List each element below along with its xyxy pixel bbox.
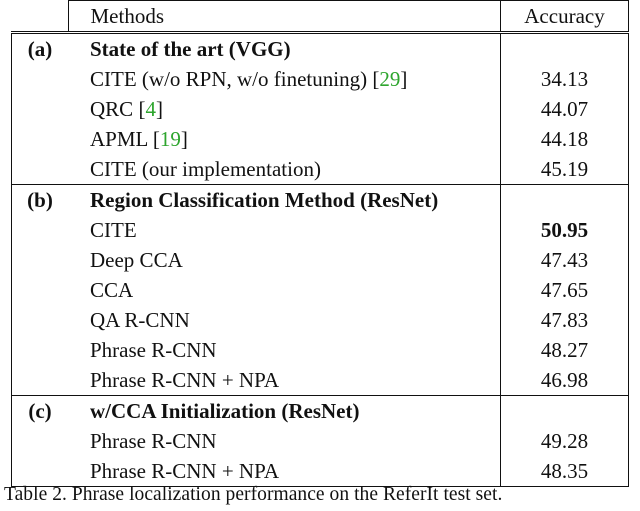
accuracy-value: 44.07 <box>501 94 629 124</box>
row-label-empty <box>12 124 69 154</box>
row-label-empty <box>12 335 69 365</box>
section-label: (c) <box>12 396 69 427</box>
method-name: QRC <box>90 97 139 121</box>
method-name: APML <box>90 127 153 151</box>
row-label-empty <box>12 215 69 245</box>
row-label-empty <box>12 456 69 487</box>
method-cell <box>68 245 501 275</box>
accuracy-value: 45.19 <box>501 154 629 185</box>
section-label: (b) <box>12 185 69 216</box>
citation-close: ] <box>400 67 408 91</box>
row-label-empty <box>12 305 69 335</box>
section-title: Region Classification Method (ResNet) <box>68 185 501 216</box>
section-label: (a) <box>12 33 69 65</box>
table-row <box>12 154 629 185</box>
citation-open: [ <box>152 127 160 151</box>
citation-open: [ <box>138 97 146 121</box>
method-name: CCA <box>90 278 134 302</box>
table-row <box>12 64 629 94</box>
accuracy-value: 50.95 <box>501 215 629 245</box>
row-label-empty <box>12 426 69 456</box>
accuracy-value: 46.98 <box>501 365 629 396</box>
table-row <box>12 124 629 154</box>
accuracy-value: 47.83 <box>501 305 629 335</box>
section-row <box>12 185 629 216</box>
row-label-empty <box>12 275 69 305</box>
row-label-empty <box>12 94 69 124</box>
table-caption: Table 2. Phrase localization performance on the ReferIt test set. <box>4 484 503 505</box>
method-cell <box>68 305 501 335</box>
section-acc-empty <box>501 185 629 216</box>
method-name: QA R-CNN <box>90 308 190 332</box>
section-acc-empty <box>501 396 629 427</box>
method-cell <box>68 215 501 245</box>
method-cell <box>68 456 501 487</box>
accuracy-value: 49.28 <box>501 426 629 456</box>
results-table <box>11 0 629 487</box>
row-label-empty <box>12 154 69 185</box>
row-label-empty <box>12 365 69 396</box>
method-cell <box>68 275 501 305</box>
method-name: Deep CCA <box>90 248 183 272</box>
method-cell <box>68 154 501 185</box>
results-table-body <box>12 1 629 487</box>
accuracy-value: 44.18 <box>501 124 629 154</box>
table-row <box>12 335 629 365</box>
citation-link[interactable]: 29 <box>379 67 401 91</box>
citation-close: ] <box>180 127 188 151</box>
section-row <box>12 33 629 65</box>
citation-close: ] <box>155 97 163 121</box>
method-name: Phrase R-CNN <box>90 338 217 362</box>
method-cell <box>68 64 501 94</box>
method-name: Phrase R-CNN + NPA <box>90 459 279 483</box>
method-name: Phrase R-CNN + NPA <box>90 368 279 392</box>
header-label-cell <box>12 1 69 33</box>
method-cell <box>68 124 501 154</box>
accuracy-value: 47.43 <box>501 245 629 275</box>
table-header-row <box>12 1 629 33</box>
method-cell <box>68 426 501 456</box>
table-row <box>12 456 629 487</box>
accuracy-value: 47.65 <box>501 275 629 305</box>
table-row <box>12 215 629 245</box>
accuracy-value: 48.27 <box>501 335 629 365</box>
header-accuracy: Accuracy <box>501 1 629 33</box>
citation-link[interactable]: 4 <box>145 97 156 121</box>
method-name: Phrase R-CNN <box>90 429 217 453</box>
method-cell <box>68 335 501 365</box>
accuracy-value: 34.13 <box>501 64 629 94</box>
section-title: State of the art (VGG) <box>68 33 501 65</box>
table-row <box>12 275 629 305</box>
method-name: CITE (w/o RPN, w/o finetuning) <box>90 67 373 91</box>
row-label-empty <box>12 64 69 94</box>
section-row <box>12 396 629 427</box>
table-row <box>12 305 629 335</box>
section-title: w/CCA Initialization (ResNet) <box>68 396 501 427</box>
row-label-empty <box>12 245 69 275</box>
method-name: CITE (our implementation) <box>90 157 321 181</box>
method-cell <box>68 94 501 124</box>
section-acc-empty <box>501 33 629 65</box>
header-methods: Methods <box>68 1 501 33</box>
method-cell <box>68 365 501 396</box>
table-row <box>12 426 629 456</box>
method-name: CITE <box>90 218 137 242</box>
citation-open: [ <box>372 67 380 91</box>
table-row <box>12 94 629 124</box>
citation-link[interactable]: 19 <box>159 127 181 151</box>
table-row <box>12 245 629 275</box>
table-row <box>12 365 629 396</box>
accuracy-value: 48.35 <box>501 456 629 487</box>
